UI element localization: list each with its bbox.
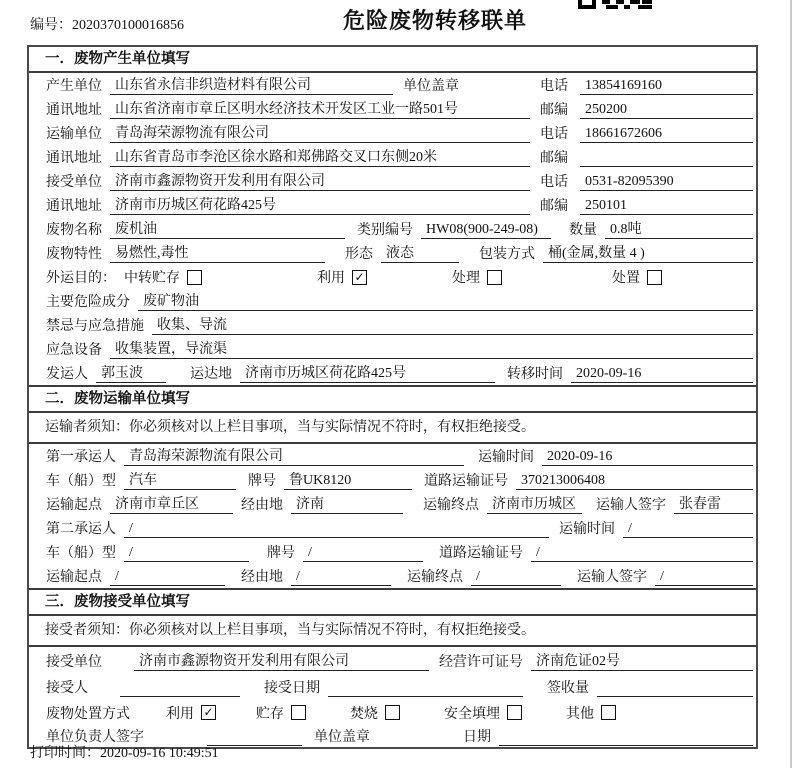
via-value: / bbox=[291, 566, 391, 586]
row-taboo-measures bbox=[29, 313, 756, 337]
manager-sign-value bbox=[207, 726, 302, 746]
date-value bbox=[499, 726, 753, 746]
checkbox-checked-icon: ✓ bbox=[352, 270, 367, 285]
form-value: 液态 bbox=[381, 243, 459, 263]
checkbox-icon bbox=[507, 705, 522, 720]
option-label: 安全填埋 bbox=[444, 706, 500, 722]
vehicle-type-label: 车（船）型 bbox=[46, 546, 116, 561]
zip-label: 邮编 bbox=[540, 151, 568, 166]
accept-unit-value: 济南市鑫源物资开发利用有限公司 bbox=[134, 651, 429, 671]
road-license-label: 道路运输证号 bbox=[439, 546, 523, 561]
option-label: 焚烧 bbox=[350, 706, 378, 722]
section1-header: 一．废物产生单位填写 bbox=[29, 47, 756, 73]
row-transporter-address bbox=[29, 145, 756, 169]
phone-label: 电话 bbox=[540, 79, 568, 94]
permit-value: 济南危证02号 bbox=[531, 651, 753, 671]
quantity-label: 数量 bbox=[569, 223, 597, 238]
option-label: 利用 bbox=[166, 706, 194, 722]
via-label: 经由地 bbox=[241, 570, 283, 585]
row-second-carrier bbox=[29, 516, 756, 540]
option-label: 处置 bbox=[612, 271, 640, 286]
origin-label: 运输起点 bbox=[46, 570, 102, 585]
form-label: 形态 bbox=[345, 247, 373, 262]
row-receiver-address bbox=[29, 193, 756, 217]
carrier1-value: 青岛海荣源物流有限公司 bbox=[124, 446, 464, 466]
category-value: HW08(900-249-08) bbox=[421, 219, 551, 239]
transport-time-label: 运输时间 bbox=[478, 450, 534, 465]
disposal-option-recycle bbox=[166, 703, 216, 723]
option-label: 贮存 bbox=[256, 706, 284, 722]
transporter-notice: 运输者须知：你必须核对以上栏目事项，当与实际情况不符时，有权拒绝接受。 bbox=[29, 413, 756, 444]
option-label: 处理 bbox=[452, 271, 480, 286]
via-value: 济南 bbox=[291, 494, 403, 514]
row-vehicle2 bbox=[29, 540, 756, 564]
phone-value: 13854169160 bbox=[580, 75, 753, 95]
transport-time-label: 运输时间 bbox=[559, 522, 615, 537]
accept-date-label: 接受日期 bbox=[264, 681, 320, 696]
option-label: 其他 bbox=[566, 706, 594, 722]
waste-name-label: 废物名称 bbox=[46, 223, 102, 238]
phone-value: 18661672606 bbox=[580, 123, 753, 143]
accept-date-value bbox=[328, 677, 523, 697]
quantity-value: 0.8吨 bbox=[605, 219, 753, 239]
acceptor-value bbox=[120, 677, 240, 697]
row-shipper bbox=[29, 361, 756, 385]
zip-value: 250101 bbox=[580, 195, 753, 215]
option-label: 利用 bbox=[317, 271, 345, 286]
vehicle-type-value: / bbox=[124, 542, 249, 562]
checkbox-icon bbox=[487, 270, 502, 285]
equipment-value: 收集装置，导流渠 bbox=[110, 339, 753, 359]
sign-qty-value bbox=[597, 677, 753, 697]
doc-number-value: 2020370100016856 bbox=[72, 18, 184, 33]
carrier1-label: 第一承运人 bbox=[46, 450, 116, 465]
page-title: 危险废物转移联单 bbox=[342, 8, 527, 33]
row-transporter bbox=[29, 121, 756, 145]
category-label: 类别编号 bbox=[357, 223, 413, 238]
equipment-label: 应急设备 bbox=[46, 343, 102, 358]
acceptor-label: 接受人 bbox=[46, 681, 88, 696]
disposal-option-other bbox=[566, 703, 616, 723]
row-route1 bbox=[29, 492, 756, 516]
packing-value: 桶(金属,数量 4 ) bbox=[543, 243, 753, 263]
carrier-sign-label: 运输人签字 bbox=[596, 498, 666, 513]
address-value: 山东省济南市章丘区明水经济技术开发区工业一路501号 bbox=[110, 99, 530, 119]
sign-qty-label: 签收量 bbox=[547, 681, 589, 696]
phone-value: 0531-82095390 bbox=[580, 171, 753, 191]
address-label: 通讯地址 bbox=[46, 151, 102, 166]
checkbox-checked-icon: ✓ bbox=[201, 705, 216, 720]
taboo-value: 收集、导流 bbox=[152, 315, 753, 335]
disposal-option-landfill bbox=[444, 703, 522, 723]
destination-label: 运达地 bbox=[190, 367, 232, 382]
origin-label: 运输起点 bbox=[46, 498, 102, 513]
transporter-value: 青岛海荣源物流有限公司 bbox=[110, 123, 530, 143]
vehicle-type-value: 汽车 bbox=[124, 470, 236, 490]
phone-label: 电话 bbox=[540, 127, 568, 142]
print-time-label: 打印时间： bbox=[30, 746, 100, 761]
page-edge-line bbox=[790, 0, 792, 768]
producer-value: 山东省永信非织造材料有限公司 bbox=[110, 75, 393, 95]
receiver-notice: 接受者须知：你必须核对以上栏目事项，当与实际情况不符时，有权拒绝接受。 bbox=[29, 616, 756, 647]
road-license-value: 370213006408 bbox=[516, 470, 753, 490]
row-accept-unit bbox=[29, 647, 756, 674]
zip-value: 250200 bbox=[580, 99, 753, 119]
end-value: 济南市历城区 bbox=[487, 494, 582, 514]
plate-value: 鲁UK8120 bbox=[284, 470, 412, 490]
zip-label: 邮编 bbox=[540, 199, 568, 214]
section3-header: 三．废物接受单位填写 bbox=[29, 588, 756, 616]
purpose-option-recycle bbox=[317, 267, 367, 287]
row-first-carrier bbox=[29, 444, 756, 468]
manager-sign-label: 单位负责人签字 bbox=[46, 730, 144, 745]
phone-label: 电话 bbox=[540, 175, 568, 190]
row-producer-address bbox=[29, 97, 756, 121]
transfer-form-table bbox=[27, 45, 758, 749]
purpose-label: 外运目的： bbox=[46, 271, 116, 286]
checkbox-icon bbox=[385, 705, 400, 720]
zip-label: 邮编 bbox=[540, 103, 568, 118]
seal-label: 单位盖章 bbox=[403, 79, 459, 94]
transport-time-value: 2020-09-16 bbox=[542, 446, 753, 466]
plate-label: 牌号 bbox=[267, 546, 295, 561]
carrier2-value: / bbox=[124, 518, 549, 538]
end-label: 运输终点 bbox=[407, 570, 463, 585]
address-value: 济南市历城区荷花路425号 bbox=[110, 195, 530, 215]
checkbox-icon bbox=[291, 705, 306, 720]
receiver-label: 接受单位 bbox=[46, 175, 102, 190]
disposal-option-storage bbox=[256, 703, 306, 723]
vehicle-type-label: 车（船）型 bbox=[46, 474, 116, 489]
road-license-label: 道路运输证号 bbox=[424, 474, 508, 489]
disposal-label: 废物处置方式 bbox=[46, 706, 130, 722]
road-license-value: / bbox=[531, 542, 753, 562]
character-label: 废物特性 bbox=[46, 247, 102, 262]
transport-time-value: / bbox=[623, 518, 753, 538]
row-route2 bbox=[29, 564, 756, 588]
character-value: 易燃性,毒性 bbox=[110, 243, 325, 263]
date-label: 日期 bbox=[463, 730, 491, 745]
carrier-sign-label: 运输人签字 bbox=[577, 570, 647, 585]
end-value: / bbox=[471, 566, 561, 586]
row-purpose bbox=[29, 265, 756, 289]
zip-value bbox=[580, 147, 753, 167]
row-hazard-component bbox=[29, 289, 756, 313]
option-label: 中转贮存 bbox=[124, 271, 180, 286]
disposal-option-incinerate bbox=[350, 703, 400, 723]
taboo-label: 禁忌与应急措施 bbox=[46, 319, 144, 334]
end-label: 运输终点 bbox=[423, 498, 479, 513]
print-time bbox=[30, 742, 219, 762]
seal-label: 单位盖章 bbox=[314, 730, 370, 745]
transporter-label: 运输单位 bbox=[46, 127, 102, 142]
row-disposal-method bbox=[29, 700, 756, 725]
origin-value: / bbox=[110, 566, 225, 586]
destination-value: 济南市历城区荷花路425号 bbox=[240, 363, 495, 383]
transfer-time-label: 转移时间 bbox=[507, 367, 563, 382]
purpose-option-dispose bbox=[612, 267, 662, 287]
permit-label: 经营许可证号 bbox=[439, 654, 523, 670]
accept-unit-label: 接受单位 bbox=[46, 654, 102, 670]
checkbox-icon bbox=[601, 705, 616, 720]
row-waste-name bbox=[29, 217, 756, 241]
packing-label: 包装方式 bbox=[479, 247, 535, 262]
row-vehicle1 bbox=[29, 468, 756, 492]
print-time-value: 2020-09-16 10:49:51 bbox=[100, 746, 219, 761]
address-label: 通讯地址 bbox=[46, 103, 102, 118]
doc-number-label: 编号： bbox=[30, 18, 72, 33]
address-label: 通讯地址 bbox=[46, 199, 102, 214]
waste-name-value: 废机油 bbox=[110, 219, 345, 239]
hazard-label: 主要危险成分 bbox=[46, 295, 130, 310]
receiver-value: 济南市鑫源物资开发利用有限公司 bbox=[110, 171, 530, 191]
purpose-option-treat bbox=[452, 267, 502, 287]
row-acceptor bbox=[29, 674, 756, 700]
shipper-label: 发运人 bbox=[46, 367, 88, 382]
checkbox-icon bbox=[187, 270, 202, 285]
purpose-option-transfer-storage bbox=[124, 267, 202, 287]
plate-value: / bbox=[303, 542, 423, 562]
doc-number bbox=[30, 14, 184, 34]
row-emergency-equipment bbox=[29, 337, 756, 361]
carrier-sign-value: 张春雷 bbox=[674, 494, 753, 514]
qr-code-fragment bbox=[578, 0, 654, 9]
row-receiver bbox=[29, 169, 756, 193]
via-label: 经由地 bbox=[241, 498, 283, 513]
hazard-value: 废矿物油 bbox=[138, 291, 753, 311]
producer-label: 产生单位 bbox=[46, 79, 102, 94]
row-producer bbox=[29, 73, 756, 97]
row-waste-character bbox=[29, 241, 756, 265]
address-value: 山东省青岛市李沧区徐水路和郑佛路交叉口东侧20米 bbox=[110, 147, 530, 167]
plate-label: 牌号 bbox=[248, 474, 276, 489]
transfer-time-value: 2020-09-16 bbox=[571, 363, 753, 383]
checkbox-icon bbox=[647, 270, 662, 285]
carrier2-label: 第二承运人 bbox=[46, 522, 116, 537]
carrier-sign-value: / bbox=[655, 566, 753, 586]
section2-header: 二．废物运输单位填写 bbox=[29, 385, 756, 413]
shipper-value: 郭玉波 bbox=[96, 363, 166, 383]
origin-value: 济南市章丘区 bbox=[110, 494, 233, 514]
